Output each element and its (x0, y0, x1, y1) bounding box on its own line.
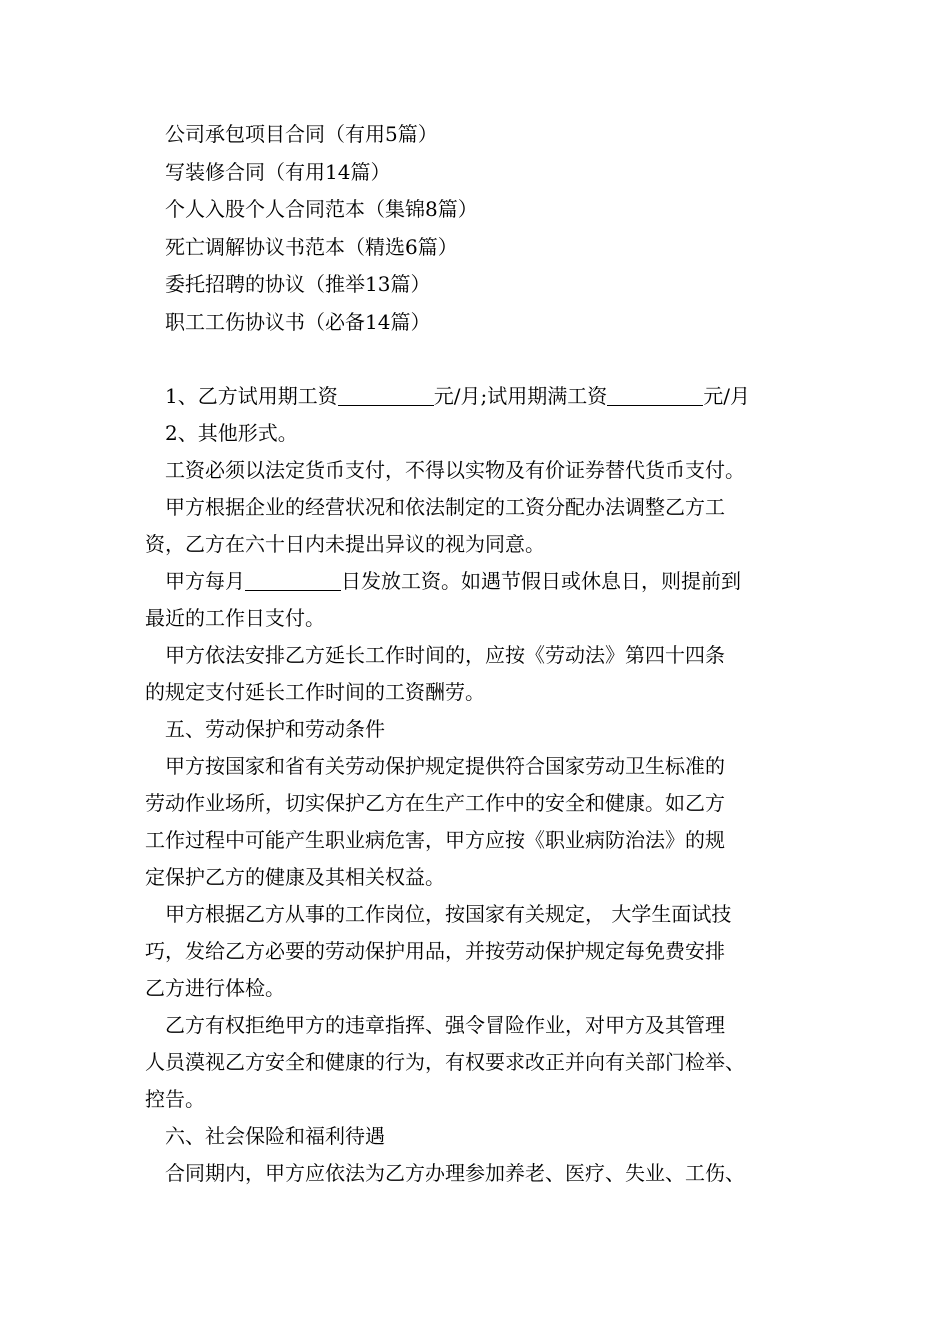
related-document-link[interactable]: 死亡调解协议书范本（精选6篇） (165, 234, 458, 259)
paragraph-protection-cont: 定保护乙方的健康及其相关权益。 (145, 865, 445, 889)
related-document-link[interactable]: 个人入股个人合同范本（集锦8篇） (165, 197, 478, 221)
paragraph-protection-cont: 工作过程中可能产生职业病危害，甲方应按《职业病防治法》的规 (145, 828, 725, 852)
section-heading-5: 五、劳动保护和劳动条件 (165, 717, 385, 741)
paragraph-equipment-cont: 乙方进行体检。 (145, 976, 285, 1000)
paragraph-refuse-cont: 控告。 (145, 1087, 205, 1111)
paragraph-protection: 甲方按国家和省有关劳动保护规定提供符合国家劳动卫生标准的 (165, 754, 725, 778)
paragraph-text: 甲方每月 (165, 569, 245, 593)
paragraph-adjust-cont: 资，乙方在六十日内未提出异议的视为同意。 (145, 532, 545, 556)
paragraph-equipment-cont: 巧，发给乙方必要的劳动保护用品，并按劳动保护规定每免费安排 (145, 939, 725, 963)
blank-field (607, 379, 703, 406)
paragraph-overtime: 甲方依法安排乙方延长工作时间的，应按《劳动法》第四十四条 (165, 643, 725, 667)
clause-probation-wage (145, 378, 825, 415)
blank-field (245, 564, 341, 591)
paragraph-text: 日发放工资。如遇节假日或休息日，则提前到 (341, 569, 741, 593)
related-document-link[interactable]: 写装修合同（有用14篇） (165, 159, 391, 184)
contract-body (145, 378, 825, 1192)
paragraph-currency: 工资必须以法定货币支付，不得以实物及有价证券替代货币支付。 (165, 458, 745, 482)
paragraph-payday (145, 563, 825, 600)
clause-text: 元/月;试用期满工资 (433, 384, 608, 408)
blank-field (338, 379, 434, 406)
related-document-link[interactable]: 职工工伤协议书（必备14篇） (165, 309, 431, 334)
clause-text: 1、乙方试用期工资 (165, 384, 338, 408)
section-heading-6: 六、社会保险和福利待遇 (165, 1124, 385, 1148)
paragraph-overtime-cont: 的规定支付延长工作时间的工资酬劳。 (145, 680, 485, 704)
related-document-link[interactable]: 委托招聘的协议（推举13篇） (165, 272, 431, 296)
related-document-link[interactable]: 公司承包项目合同（有用5篇） (165, 122, 438, 146)
paragraph-adjust: 甲方根据企业的经营状况和依法制定的工资分配办法调整乙方工 (165, 495, 725, 519)
paragraph-payday-cont: 最近的工作日支付。 (145, 606, 325, 630)
paragraph-equipment: 甲方根据乙方从事的工作岗位，按国家有关规定， 大学生面试技 (165, 902, 732, 926)
clause-text: 元/月 (703, 384, 750, 408)
paragraph-protection-cont: 劳动作业场所，切实保护乙方在生产工作中的安全和健康。如乙方 (145, 791, 725, 815)
paragraph-refuse-cont: 人员漠视乙方安全和健康的行为，有权要求改正并向有关部门检举、 (145, 1050, 745, 1074)
related-documents-list (165, 116, 478, 341)
paragraph-refuse: 乙方有权拒绝甲方的违章指挥、强令冒险作业，对甲方及其管理 (165, 1013, 725, 1037)
clause-other-forms: 2、其他形式。 (165, 421, 298, 445)
paragraph-insurance: 合同期内，甲方应依法为乙方办理参加养老、医疗、失业、工伤、 (165, 1161, 745, 1185)
